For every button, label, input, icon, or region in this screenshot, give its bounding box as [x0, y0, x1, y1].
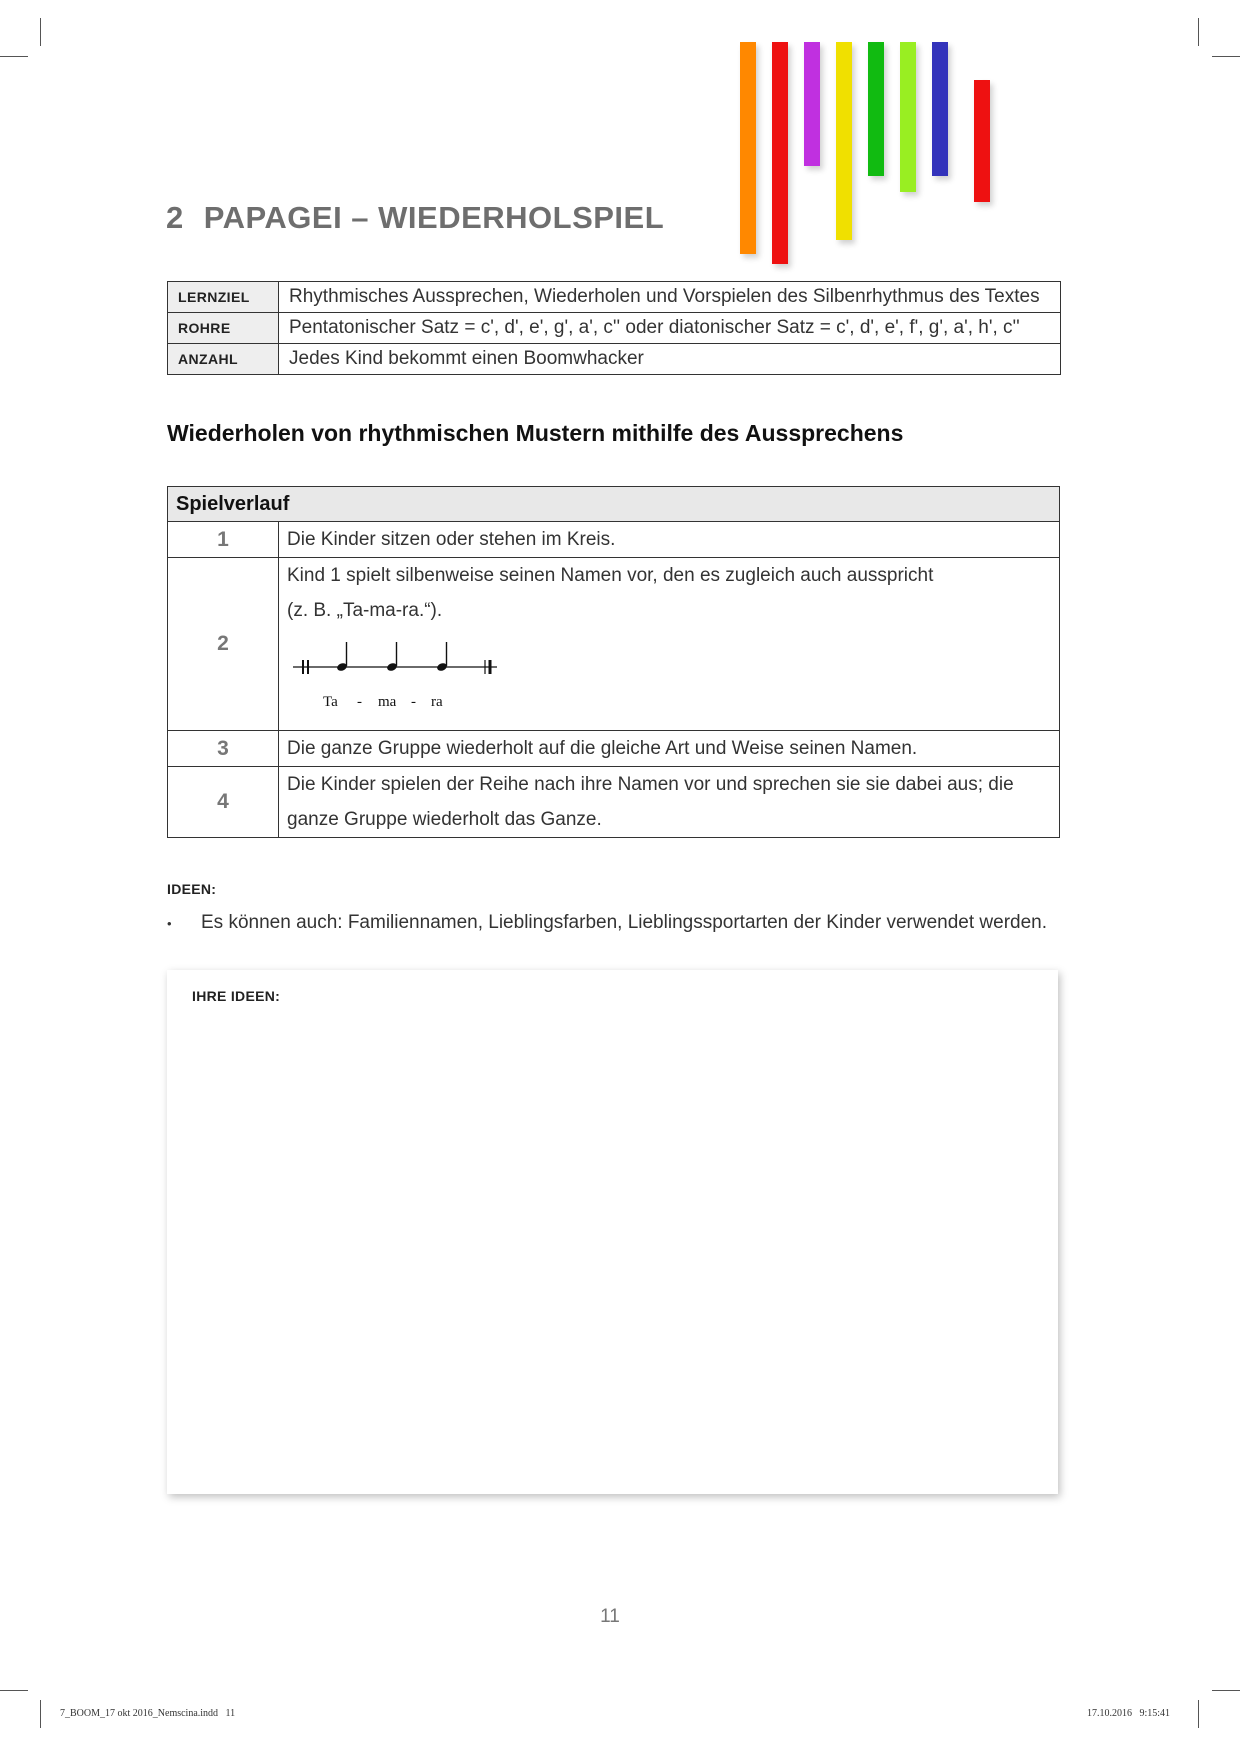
bar-lime: [900, 42, 916, 192]
boomwhacker-bars-graphic: [740, 38, 1000, 278]
table-row: [168, 731, 1060, 767]
step-cell: [279, 558, 1060, 731]
step-text: Die Kinder sitzen oder stehen im Kreis.: [279, 522, 1060, 558]
crop-mark: [0, 56, 28, 57]
ideas-item-text: Es können auch: Familiennamen, Lieblingsfarben, Lieblingssportarten der Kinder verwendet werden.: [201, 912, 1048, 933]
step-text-line: Kind 1 spielt silbenweise seinen Namen vor, den es zugleich auch ausspricht: [287, 565, 934, 586]
step-number: 2: [168, 558, 279, 731]
chapter-title: PAPAGEI – WIEDERHOLSPIEL: [203, 200, 665, 235]
step-number: 4: [168, 767, 279, 838]
bar-red-short: [974, 80, 990, 202]
bar-yellow: [836, 42, 852, 240]
step-number: 3: [168, 731, 279, 767]
crop-mark: [1212, 1690, 1240, 1691]
info-key: ROHRE: [168, 313, 279, 344]
print-slug-filename: 7_BOOM_17 okt 2016_Nemscina.indd 11: [60, 1708, 236, 1719]
bar-purple: [804, 42, 820, 166]
page-number: 11: [600, 1606, 620, 1627]
ideas-label: IDEEN:: [167, 881, 217, 897]
your-ideas-label: IHRE IDEEN:: [192, 988, 281, 1004]
crop-mark: [1198, 1700, 1199, 1728]
section-heading: Wiederholen von rhythmischen Mustern mithilfe des Aussprechens: [167, 420, 904, 446]
info-value: Rhythmisches Aussprechen, Wiederholen und Vorspielen des Silbenrhythmus des Textes: [279, 282, 1061, 313]
step-cell: [279, 767, 1060, 838]
step-text-line: ganze Gruppe wiederholt das Ganze.: [287, 809, 602, 830]
step-text: Die ganze Gruppe wiederholt auf die gleiche Art und Weise seinen Namen.: [279, 731, 1060, 767]
syllable-separator: -: [357, 694, 362, 710]
bar-orange: [740, 42, 756, 254]
table-row: [168, 558, 1060, 731]
info-table: [167, 281, 1061, 375]
bar-green: [868, 42, 884, 176]
chapter-number: 2: [166, 200, 184, 235]
crop-mark: [1212, 56, 1240, 57]
info-key: ANZAHL: [168, 344, 279, 375]
syllable: ra: [431, 694, 443, 710]
page-title: [166, 200, 664, 236]
table-row: [168, 522, 1060, 558]
step-number: 1: [168, 522, 279, 558]
info-row: [168, 313, 1061, 344]
crop-mark: [40, 18, 41, 46]
syllable: ma: [378, 694, 397, 710]
ideas-list-item: [167, 912, 1047, 934]
info-row: [168, 282, 1061, 313]
info-value: Pentatonischer Satz = c', d', e', g', a', c'' oder diatonischer Satz = c', d', e', f', g', a', h', c'': [279, 313, 1061, 344]
syllable: Ta: [323, 694, 338, 710]
crop-mark: [40, 1700, 41, 1728]
syllable-separator: -: [411, 694, 416, 710]
step-text-line: (z. B. „Ta-ma-ra.“).: [287, 600, 443, 621]
step-text-line: Die Kinder spielen der Reihe nach ihre Namen vor und sprechen sie sie dabei aus; die: [287, 774, 1014, 795]
bullet-icon: •: [167, 916, 172, 931]
crop-mark: [0, 1690, 28, 1691]
game-table: [167, 486, 1060, 838]
print-slug-timestamp: 17.10.2016 9:15:41: [1086, 1708, 1170, 1719]
your-ideas-box: [167, 970, 1058, 1494]
info-value: Jedes Kind bekommt einen Boomwhacker: [279, 344, 1061, 375]
info-key: LERNZIEL: [168, 282, 279, 313]
bar-blue: [932, 42, 948, 176]
rhythm-notation: [287, 634, 507, 724]
game-table-header: Spielverlauf: [168, 487, 1060, 522]
bar-red: [772, 42, 788, 264]
table-row: [168, 767, 1060, 838]
crop-mark: [1198, 18, 1199, 46]
info-row: [168, 344, 1061, 375]
